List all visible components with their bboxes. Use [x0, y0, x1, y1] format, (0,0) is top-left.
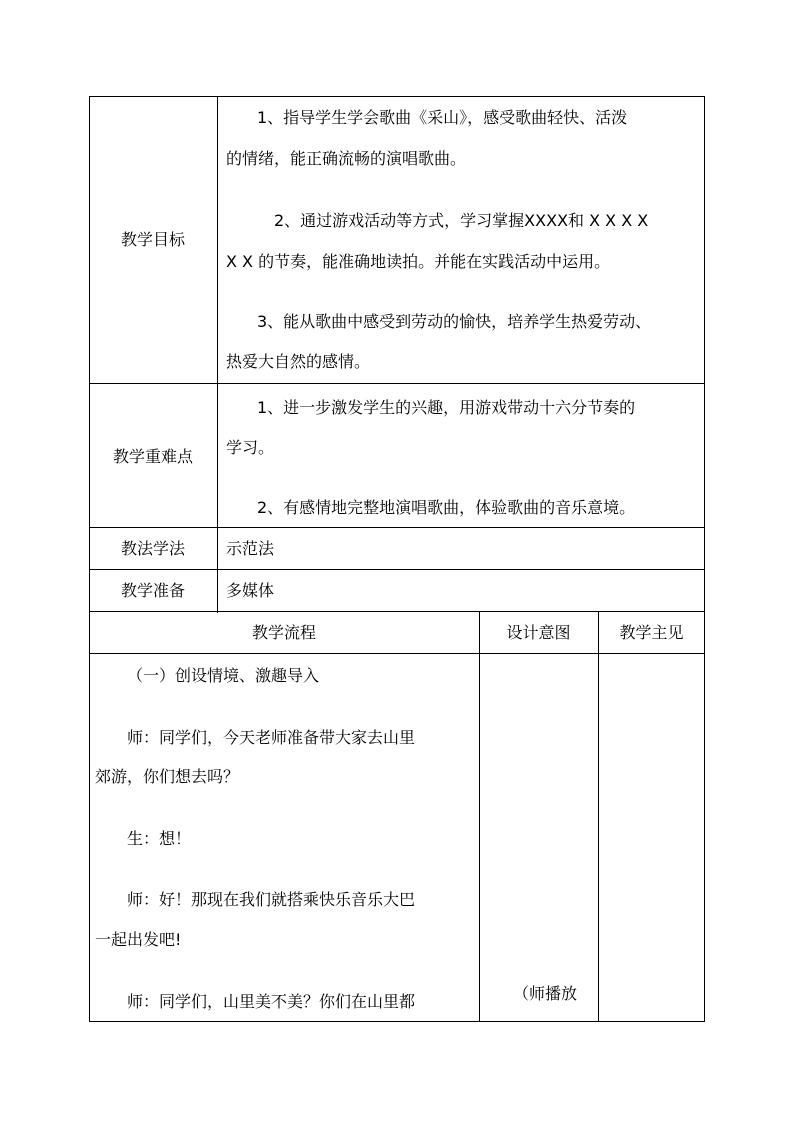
goals-text: X X 的节奏，能准确地读拍。并能在实践活动中运用。 [226, 252, 611, 271]
row-divider [89, 527, 705, 528]
table-border-top [89, 96, 705, 97]
process-text: 师：好！那现在我们就搭乘快乐音乐大巴 [127, 890, 416, 909]
key-points-text: 学习。 [226, 438, 275, 457]
process-text: 生：想！ [127, 829, 192, 848]
row-divider [89, 383, 705, 384]
column-header-opinion: 教学主见 [619, 623, 684, 642]
key-points-text: 1、进一步激发学生的兴趣，用游戏带动十六分节奏的 [257, 398, 636, 417]
goals-text: 的情绪，能正确流畅的演唱歌曲。 [226, 149, 467, 168]
opinion-column-divider [598, 611, 599, 1022]
method-label: 教法学法 [120, 539, 185, 558]
prep-value: 多媒体 [226, 581, 275, 600]
goals-text: 1、指导学生学会歌曲《采山》，感受歌曲轻快、活泼 [257, 108, 628, 127]
row-divider [89, 611, 705, 612]
row-divider [89, 653, 705, 654]
goals-text: 3、能从歌曲中感受到劳动的愉快，培养学生热爱劳动、 [257, 312, 652, 331]
key-points-label: 教学重难点 [112, 447, 193, 466]
process-text: 师：同学们，今天老师准备带大家去山里 [127, 728, 416, 747]
label-column-divider [217, 96, 218, 613]
intent-column-divider [479, 611, 480, 1022]
table-border-bottom [89, 1021, 705, 1022]
goals-label: 教学目标 [120, 230, 185, 249]
table-border-right [704, 96, 705, 1022]
process-text: 师：同学们，山里美不美？你们在山里都 [127, 992, 416, 1011]
goals-text: 2、通过游戏活动等方式，学习掌握XXXX和 X X X X [274, 211, 649, 230]
column-header-process: 教学流程 [251, 623, 316, 642]
process-heading: （一）创设情境、激趣导入 [127, 666, 320, 685]
intent-note: （师播放 [513, 984, 578, 1003]
row-divider [89, 569, 705, 570]
goals-text: 热爱大自然的感情。 [226, 352, 371, 371]
process-text: 一起出发吧! [95, 930, 182, 949]
lesson-plan-table [89, 96, 705, 1022]
process-text: 郊游，你们想去吗？ [95, 767, 240, 786]
column-header-intent: 设计意图 [506, 623, 571, 642]
key-points-text: 2、有感情地完整地演唱歌曲，体验歌曲的音乐意境。 [257, 498, 636, 517]
prep-label: 教学准备 [120, 581, 185, 600]
method-value: 示范法 [226, 539, 275, 558]
